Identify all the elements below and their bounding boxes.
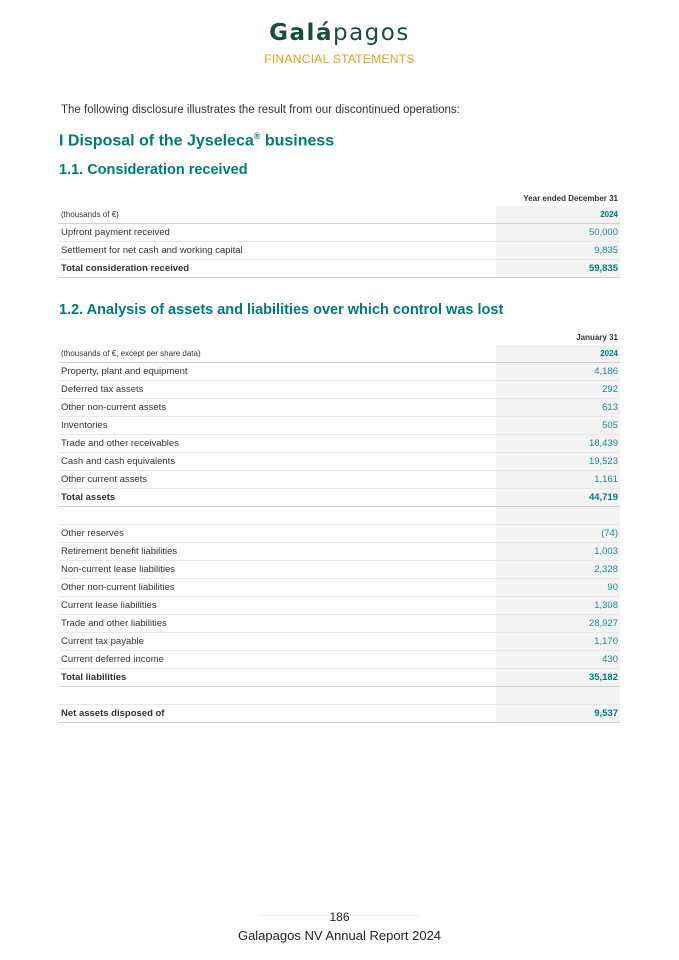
total-label: Net assets disposed of [59,705,496,723]
table-row [59,615,620,633]
report-title: Galapagos NV Annual Report 2024 [237,928,442,943]
table-row [59,417,620,435]
blank-row [59,687,620,705]
row-value: 1,003 [496,543,620,561]
row-value: 19,523 [496,453,620,471]
table-subheader-row [59,345,620,363]
row-value: 613 [496,399,620,417]
total-value: 44,719 [496,489,620,507]
row-label: Deferred tax assets [59,381,496,399]
row-value: 4,186 [496,363,620,381]
assets-liabilities-table [59,329,620,723]
row-value: 28,927 [496,615,620,633]
page-number: 186 [329,910,350,924]
row-value: 18,439 [496,435,620,453]
logo-bold-text: Galá [269,20,333,46]
row-value: 2,328 [496,561,620,579]
row-label: Other non-current liabilities [59,579,496,597]
row-label: Upfront payment received [59,224,496,242]
row-label: Current lease liabilities [59,597,496,615]
header-empty-cell [59,329,496,345]
blank-cell [59,507,496,525]
row-value: 292 [496,381,620,399]
header-empty-cell [59,190,496,206]
table-row [59,525,620,543]
unit-label: (thousands of €) [59,206,496,224]
table-row [59,399,620,417]
blank-value-cell [496,507,620,525]
intro-paragraph: The following disclosure illustrates the result from our discontinued operations: [61,104,460,116]
row-label: Cash and cash equivalents [59,453,496,471]
total-assets-row [59,489,620,507]
table-row [59,363,620,381]
total-label: Total consideration received [59,260,496,278]
row-label: Non-current lease liabilities [59,561,496,579]
table-row [59,453,620,471]
period-label: Year ended December 31 [496,190,620,206]
table-header-row [59,190,620,206]
section-title-text: I Disposal of the Jyseleca [59,132,254,150]
year-label: 2024 [496,345,620,363]
logo-rest-text: pagos [332,20,410,46]
total-value: 35,182 [496,669,620,687]
section-title [59,131,334,150]
table-row [59,561,620,579]
blank-cell [59,687,496,705]
row-value: 9,835 [496,242,620,260]
table-row [59,597,620,615]
year-label: 2024 [496,206,620,224]
row-value: 90 [496,579,620,597]
blank-value-cell [496,687,620,705]
row-value: 505 [496,417,620,435]
net-assets-row [59,705,620,723]
total-label: Total liabilities [59,669,496,687]
registered-mark: ® [253,131,261,141]
row-label: Inventories [59,417,496,435]
company-logo [0,20,679,46]
row-label: Property, plant and equipment [59,363,496,381]
blank-row [59,507,620,525]
document-subtitle: FINANCIAL STATEMENTS [264,52,415,66]
table-subheader-row [59,206,620,224]
table-row [59,543,620,561]
row-label: Current deferred income [59,651,496,669]
table-row [59,435,620,453]
row-value: 430 [496,651,620,669]
total-value: 59,835 [496,260,620,278]
total-liabilities-row [59,669,620,687]
table-row [59,633,620,651]
table-row [59,579,620,597]
table-row [59,242,620,260]
row-value: 1,170 [496,633,620,651]
period-label: January 31 [496,329,620,345]
table-row [59,471,620,489]
consideration-heading: 1.1. Consideration received [59,162,248,178]
row-label: Other non-current assets [59,399,496,417]
table-row [59,224,620,242]
row-value: 1,161 [496,471,620,489]
section-title-end: business [260,132,335,150]
total-value: 9,537 [496,705,620,723]
total-row [59,260,620,278]
row-value: 50,000 [496,224,620,242]
row-label: Other reserves [59,525,496,543]
row-label: Other current assets [59,471,496,489]
row-value: (74) [496,525,620,543]
row-label: Settlement for net cash and working capital [59,242,496,260]
row-value: 1,308 [496,597,620,615]
consideration-table [59,190,620,278]
row-label: Retirement benefit liabilities [59,543,496,561]
unit-label: (thousands of €, except per share data) [59,345,496,363]
assets-liabilities-heading: 1.2. Analysis of assets and liabilities over which control was lost [59,302,504,318]
row-label: Current tax payable [59,633,496,651]
total-label: Total assets [59,489,496,507]
row-label: Trade and other receivables [59,435,496,453]
table-header-row [59,329,620,345]
row-label: Trade and other liabilities [59,615,496,633]
table-row [59,381,620,399]
table-row [59,651,620,669]
